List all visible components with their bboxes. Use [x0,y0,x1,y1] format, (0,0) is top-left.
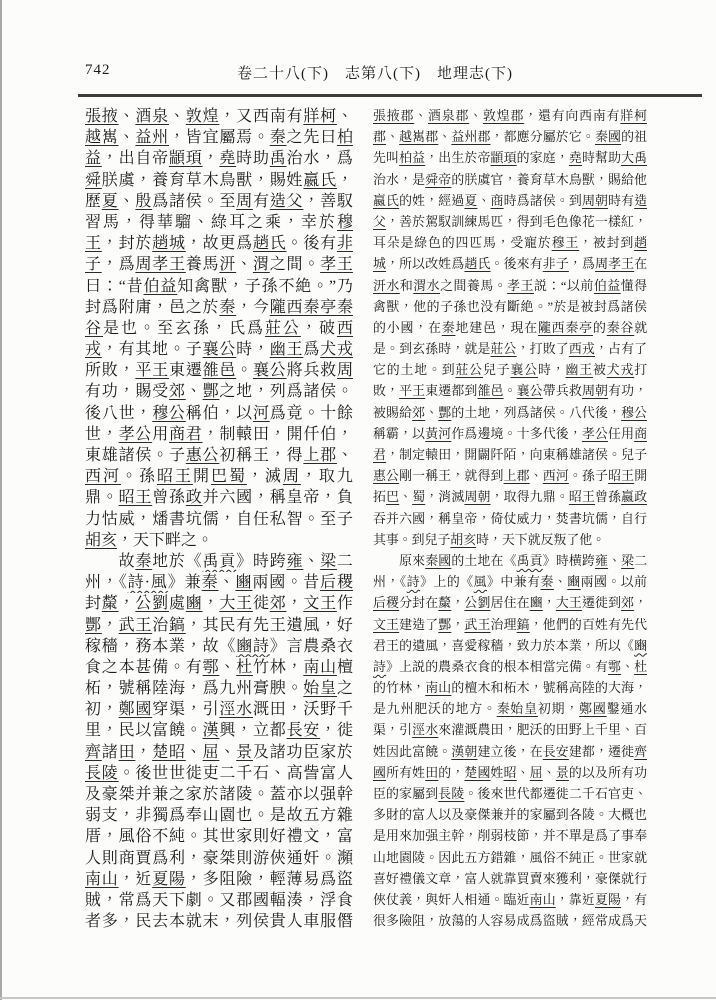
classical-text-column [85,106,353,932]
translation-text-column [373,106,647,932]
classical-text-line: 長陵。後世世徙吏二千石、高訾富人 [85,764,353,782]
classical-text-line: 封爲附庸，邑之於秦，今隴西秦亭秦 [85,298,353,316]
translation-text-line: 被賜給郊、酆的土地，列爲諸侯。八代後，穆公 [373,405,647,420]
classical-text-line: 南山，近夏陽，多阻險，輕薄易爲盜 [85,870,353,888]
classical-text-line: 初，鄭國穿渠，引涇水溉田，沃野千 [85,701,353,719]
translation-text-line: 多財的富人以及豪傑兼并的家屬到各陵。大概也 [373,808,647,823]
classical-text-line: 齊諸田，楚昭、屈、景及諸功臣家於 [85,743,353,761]
classical-text-line: 封斄，公劉處豳，大王徙郊，文王作 [85,595,353,613]
classical-text-line: 張掖、酒泉、敦煌，又西南有牂柯、 [85,108,353,125]
translation-text-line: 后稷分封在斄，公劉居住在豳，大王遷徙到郊， [373,596,647,611]
translation-text-line: 它的土地。到莊公兒子襄公時，幽王被犬戎打 [373,363,647,378]
translation-text-line: 父，善於駕馭訓練馬匹，得到毛色像花一樣紅， [373,214,647,229]
page-number: 742 [85,62,111,78]
classical-text-line: 王，封於趙城，故更爲趙氏。後有非 [85,235,353,253]
translation-text-line: 稱霸，以黃河作爲邊境。十多代後，孝公任用商 [373,426,647,441]
translation-text-line: 俠仗義，與奸人相通。臨近南山，靠近夏陽，有 [373,892,647,907]
translation-text-line: 很多險阻，放蕩的人容易成爲盜賊，經常成爲天 [373,914,647,929]
classical-text-line: 越嶲、益州，皆宜屬焉。秦之先曰柏 [85,129,353,147]
classical-text-line: 厝，風俗不純。其世家則好禮文，富 [85,828,353,846]
translation-text-line: 州，《詩》上的《風》中兼有秦、豳兩國。以前 [373,575,647,590]
classical-text-line: 西河。孫昭王開巴蜀，滅周，取九 [85,468,353,486]
translation-text-line: 汧水和渭水之間養馬。孝王説：“以前伯益懂得 [373,278,647,293]
classical-text-line: 後八世，穆公稱伯，以河爲竟。十餘 [85,404,353,422]
translation-text-line: 是用來加强主幹，削弱枝節，并不單是爲了事奉 [373,829,647,844]
classical-text-line: 人則商賈爲利，豪桀則游俠通奸。瀕 [85,849,353,867]
translation-text-line: 喜好禮儀文章，富人就靠買賣來獲利，豪傑就行 [373,871,647,886]
translation-text-line: 治水，是舜帝的朕虞官，養育草木鳥獸，賜給他 [373,172,647,187]
header-divider-rule [78,94,702,97]
translation-text-line: 先叫柏益，出生於帝顓頊的家庭，堯時幫助大禹 [373,151,647,166]
translation-text-line: 君王的遺風，喜愛稼穡，致力於本業，所以《豳 [373,638,647,653]
translation-text-line: 嬴氏的姓，經過夏、商時爲諸侯。到周朝時有造 [373,193,647,208]
translation-text-line: 惠公剛一稱王，就得到上郡、西河。孫子昭王開 [373,469,647,484]
classical-text-line: 力怙威，燔書坑儒，自任私智。至子 [85,510,353,528]
scan-bottom-edge-line [0,997,716,999]
translation-text-line: 吞并六國，稱皇帝，倚仗威力，焚書坑儒，自行 [373,511,647,526]
scan-left-edge-line [0,0,2,1000]
translation-text-line: 耳朵是綠色的四匹馬，受寵於穆王，被封到趙 [373,236,647,251]
classical-text-line: 州，《詩·風》兼秦、豳兩國。昔后稷 [85,574,353,592]
classical-text-line: 益，出自帝顓頊，堯時助禹治水，爲 [85,150,353,168]
translation-text-line: 是。到玄孫時，就是莊公，打敗了西戎，占有了 [373,342,647,357]
classical-text-line: 所敗，平王東遷雒邑。襄公將兵救周 [85,362,353,380]
translation-text-line: 姓因此富饒。漢朝建立後，在長安建都，遷徙齊 [373,744,647,759]
translation-text-line: 原來秦國的土地在《禹貢》時横跨雍、梁二 [373,553,647,568]
classical-text-line: 者多，民去本就末，列侯貴人車服僭 [85,913,353,931]
translation-text-line: 其事。到兒子胡亥時，天下就反叛了他。 [373,532,606,547]
translation-text-line: 張掖郡、酒泉郡、敦煌郡，還有向西南有牂柯 [373,109,647,123]
translation-text-line: 禽獸，他的子孫也没有斷絶。”於是被封爲諸侯 [373,299,647,314]
translation-text-line: 郡、越嶲郡、益州郡，都應分屬於它。秦國的祖 [373,130,647,145]
classical-text-line: 舜朕虞，養育草木鳥獸，賜姓嬴氏， [85,171,353,189]
classical-text-line: 故秦地於《禹貢》時跨雍、梁二 [85,552,353,570]
translation-text-line: 文王建造了酆，武王治理鎬，他們的百姓有先代 [373,617,647,632]
translation-text-line: 國所有姓田的，楚國姓昭、屈、景的以及所有功 [373,765,647,780]
translation-text-line: 渠，引涇水來灌溉農田，肥沃的田野上千里、百 [373,723,647,738]
translation-text-line: 敗，平王東遷都到雒邑。襄公帶兵救周朝有功， [373,384,647,399]
translation-text-line: 城，所以改姓爲趙氏。後來有非子，爲周孝王在 [373,257,647,272]
translation-text-line: 拓巴、蜀，消滅周朝，取得九鼎。昭王曾孫嬴政 [373,490,647,505]
classical-text-line: 賊，常爲天下劇。又郡國輻湊，浮食 [85,891,353,909]
classical-text-line: 食之本甚備。有鄠、杜竹林，南山檀 [85,658,353,676]
classical-text-line: 弱支，非獨爲奉山園也。是故五方雜 [85,807,353,825]
translation-text-line: 的竹林，南山的檀木和柘木，號稱高陸的大海， [373,681,647,696]
classical-text-line: 世，孝公用商君，制轅田，開仟伯， [85,425,353,443]
classical-text-line: 子，爲周孝王養馬汧、渭之間。孝王 [85,256,353,274]
classical-text-line: 戎，有其地。子襄公時，幽王爲犬戎 [85,341,353,359]
classical-text-line: 胡亥，天下畔之。 [85,531,214,549]
classical-text-line: 東雄諸侯。子惠公初稱王，得上郡、 [85,447,353,464]
classical-text-line: 酆，武王治鎬，其民有先王遺風，好 [85,616,353,634]
translation-text-line: 詩》上説的農桑衣食的根本相當完備。有鄠、杜 [373,659,647,674]
translation-text-line: 的小國，在秦地建邑，現在隴西秦亭的秦谷就 [373,320,647,335]
classical-text-line: 習馬，得華騮、綠耳之乘，幸於穆 [85,213,353,231]
classical-text-line: 柘，號稱陸海，爲九州膏腴。始皇之 [85,680,353,698]
translation-text-line: 是九州肥沃的地方。秦始皇初期，鄭國鑿通水 [373,702,647,717]
classical-text-line: 鼎。昭王曾孫政并六國，稱皇帝，負 [85,489,353,507]
translation-text-line: 山地園陵。因此五方錯雜，風俗不純正。世家就 [373,850,647,865]
classical-text-line: 稼穡，務本業，故《豳詩》言農桑衣 [85,637,353,655]
classical-text-line: 谷是也。至玄孫，氏爲莊公，破西 [85,319,353,337]
translation-text-line: 君，制定轅田，開闢阡陌，向東稱雄諸侯。兒子 [373,448,647,462]
classical-text-line: 及豪桀并兼之家於諸陵。蓋亦以强幹 [85,786,353,803]
page-header [85,60,645,84]
chapter-title: 卷二十八(下) 志第八(下) 地理志(下) [237,66,513,82]
text-body [85,106,647,932]
classical-text-line: 曰：“昔伯益知禽獸，子孫不絶。”乃 [85,277,353,295]
translation-text-line: 臣的家屬到長陵。後來世代都遷徙二千石官吏、 [373,787,647,801]
classical-text-line: 歷夏、殷爲諸侯。至周有造父，善馭 [85,192,353,210]
classical-text-line: 有功，賜受郊、酆之地，列爲諸侯。 [85,383,353,401]
classical-text-line: 里，民以富饒。漢興，立都長安，徙 [85,722,353,740]
